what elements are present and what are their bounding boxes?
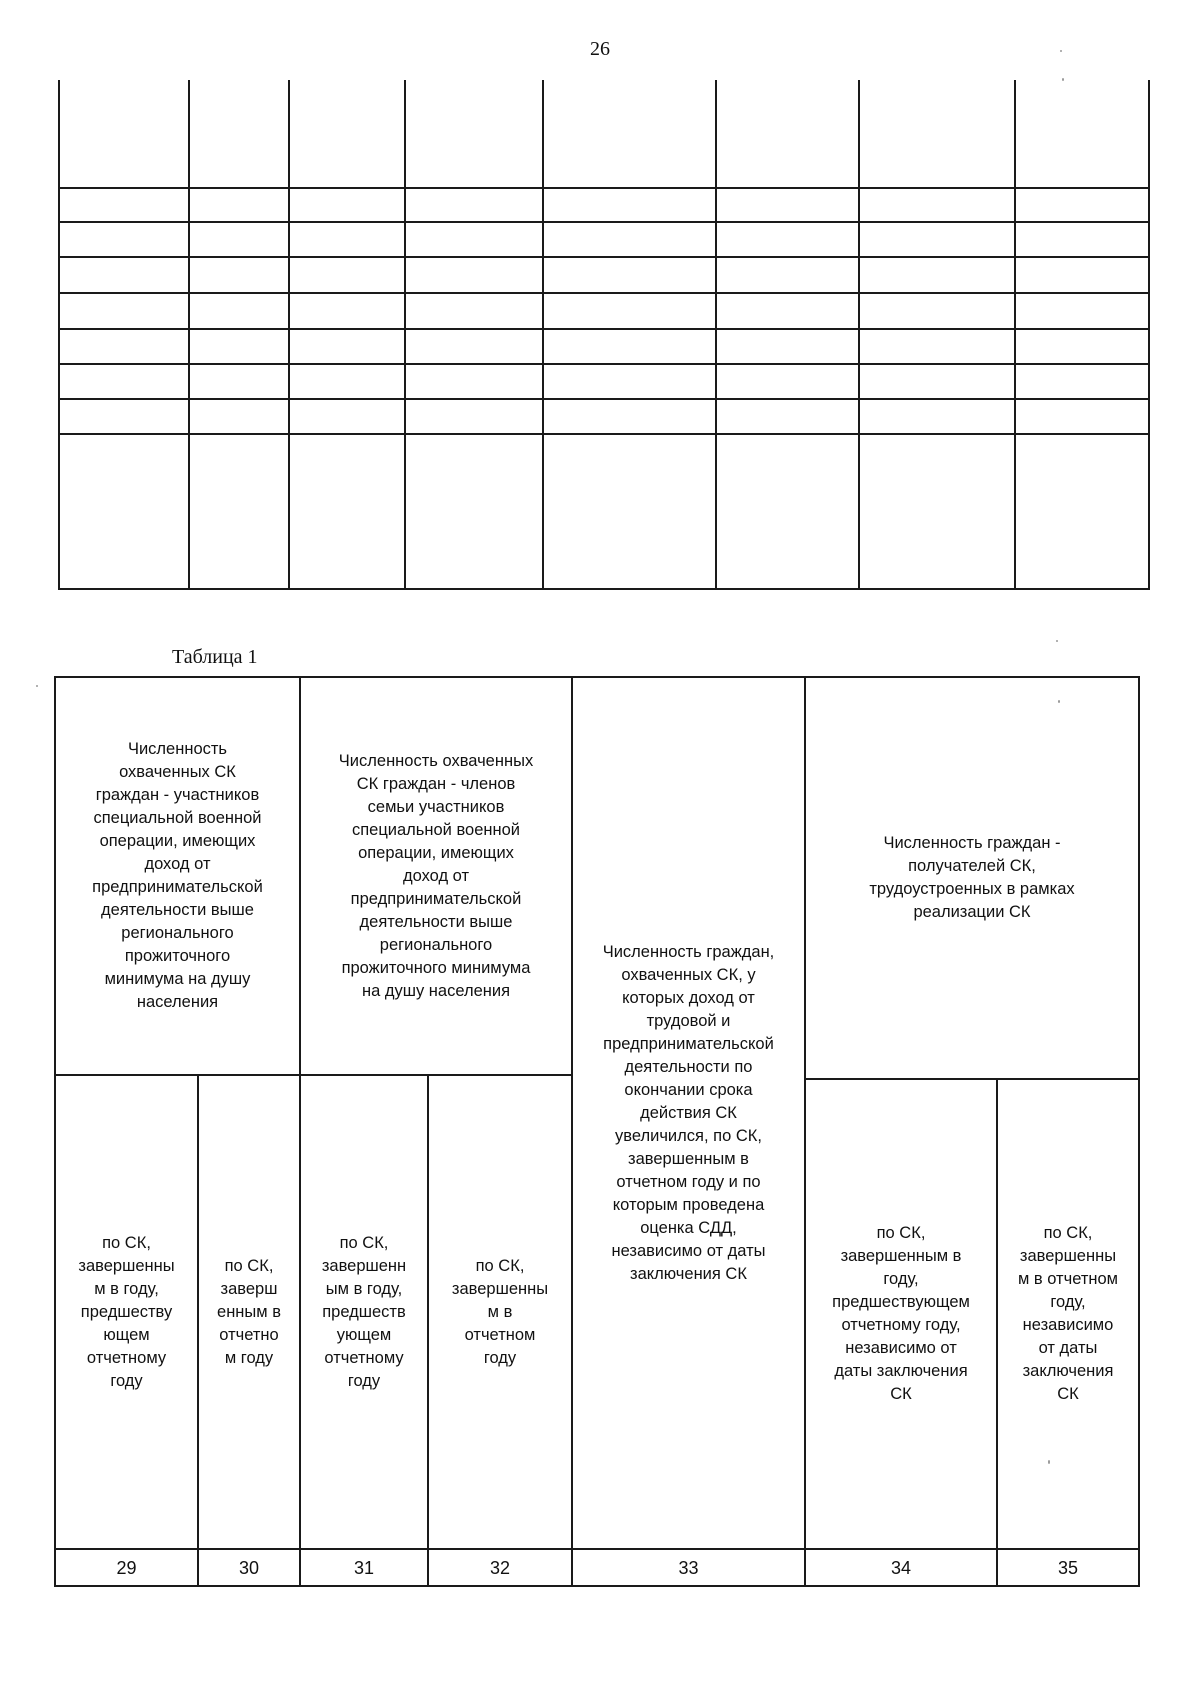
scan-speck [1060,50,1062,52]
table-border-bottom [54,1585,1140,1587]
column-number: 30 [238,1557,260,1578]
scan-speck [1058,700,1060,703]
subheader-col-34: по СК, завершенным в году, предшествующем отчетному году, независимо от даты заключения СК [832,1224,970,1403]
column-number: 35 [1057,1557,1079,1578]
column-number: 29 [116,1557,137,1578]
column-number: 34 [890,1557,912,1578]
column-number: 32 [489,1557,511,1578]
table-caption: Таблица 1 [172,646,258,668]
scan-speck [1056,640,1058,642]
grid-vline [288,80,290,590]
scan-speck [1048,1460,1050,1464]
grid-vline [542,80,544,590]
table-border-right [1138,676,1140,1587]
grid-row-line [58,328,1150,330]
header-employed: Численность граждан - получателей СК, трудоустроенных в рамках реализации СК [869,834,1075,921]
grid-vline [404,80,406,590]
grid-vline [715,80,717,590]
blank-grid-table [58,80,1150,590]
table-1 [54,676,1140,1587]
grid-vline [58,80,60,590]
grid-row-line [58,433,1150,435]
column-number: 33 [678,1557,699,1578]
grid-row-line [58,292,1150,294]
subheader-col-31: по СК, завершенн ым в году, предшеств ующем отчетному году [321,1233,407,1390]
grid-row-line [58,398,1150,400]
grid-row-line [58,363,1150,365]
grid-row-line [58,256,1150,258]
subheader-col-35: по СК, завершенны м в отчетном году, независимо от даты заключения СК [1017,1224,1119,1403]
grid-bottom-line [58,588,1150,590]
grid-vline [858,80,860,590]
grid-vline [188,80,190,590]
header-income-increased: Численность граждан, охваченных СК, у которых доход от трудовой и предпринимательской деятельности по окончании срока действия СК увеличился, по СК, завершенным в отчетном году и по которым проведена оценка СДД, независимо от даты заключения СК [602,942,775,1283]
column-number: 31 [353,1557,375,1578]
grid-vline [1014,80,1016,590]
header-family-members: Численность охваченных СК граждан - членов семьи участников специальной военной операции, имеющих доход от предпринимательской деятельности выше регионального прожиточного минимума на душу населения [338,751,534,1000]
grid-row-line [58,221,1150,223]
subheader-col-32: по СК, завершенны м в отчетном году [451,1256,549,1367]
subheader-col-30: по СК, заверш енным в отчетно м году [217,1256,281,1367]
grid-row-line [58,187,1150,189]
page-number: 26 [590,38,610,60]
header-svo-participants: Численность охваченных СК граждан - участников специальной военной операции, имеющих доход от предпринимательской деятельности выше регионального прожиточного минимума на душу населения [92,740,263,1011]
subheader-col-29: по СК, завершенны м в году, предшеству ющем отчетному году [78,1233,175,1390]
scan-speck [36,685,38,687]
grid-vline [1148,80,1150,590]
scan-speck [1062,78,1064,81]
